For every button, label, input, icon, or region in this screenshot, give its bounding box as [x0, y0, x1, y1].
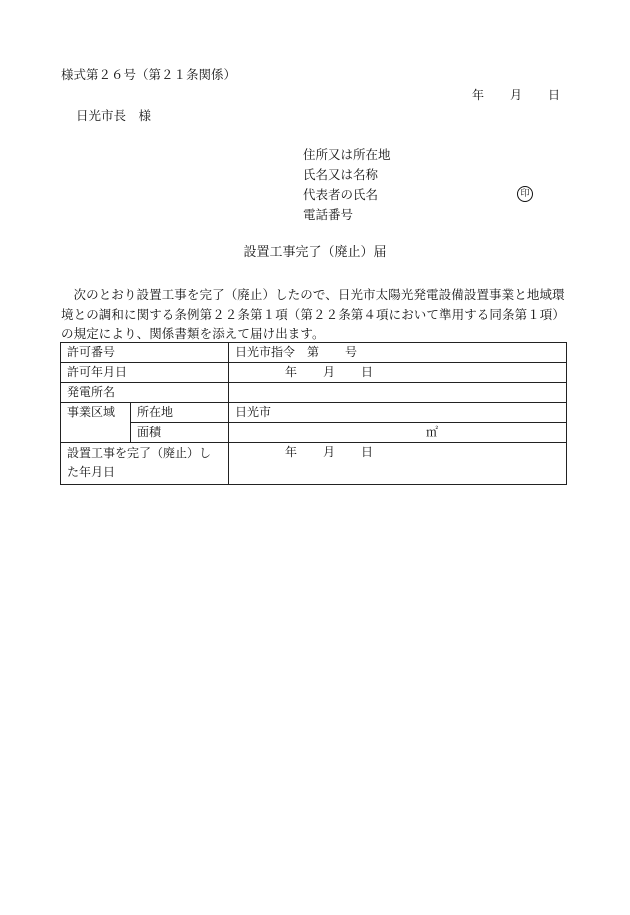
- permit-number-go: 号: [345, 345, 358, 360]
- size-value: [229, 423, 567, 443]
- permit-date-day: 日: [361, 365, 374, 380]
- date-day: 日: [548, 88, 561, 102]
- info-table: [60, 342, 567, 485]
- area-label: 事業区域: [61, 403, 131, 443]
- area-size-row: [61, 423, 567, 443]
- permit-date-value: [229, 363, 567, 383]
- completion-date-row: [61, 443, 567, 485]
- permit-number-dai: 第: [307, 345, 320, 360]
- location-value: 日光市: [229, 403, 567, 423]
- completion-date-month: 月: [323, 445, 336, 459]
- permit-date-row: [61, 363, 567, 383]
- seal-mark: 印: [517, 186, 533, 202]
- size-label: 面積: [131, 423, 229, 443]
- date-month: 月: [510, 88, 523, 102]
- document-title: 設置工事完了（廃止）届: [243, 245, 387, 260]
- applicant-phone-label: 電話番号: [303, 207, 354, 222]
- addressee: 日光市長 様: [76, 108, 152, 123]
- applicant-address-label: 住所又は所在地: [303, 147, 391, 162]
- permit-number-row: [61, 343, 567, 363]
- date-year: 年: [472, 88, 485, 102]
- plant-name-row: [61, 383, 567, 403]
- permit-date-year: 年: [285, 365, 298, 380]
- size-unit: ㎡: [426, 425, 439, 440]
- location-label: 所在地: [131, 403, 229, 423]
- completion-date-value: [229, 443, 567, 485]
- plant-name-label: 発電所名: [61, 383, 229, 403]
- body-paragraph: 次のとおり設置工事を完了（廃止）したので、日光市太陽光発電設備設置事業と地域環境との調和に関する条例第２２条第１項（第２２条第４項において準用する同条第１項）の規定により、関係書類を添えて届け出ます。: [61, 287, 566, 341]
- completion-date-label: 設置工事を完了（廃止）した年月日: [61, 443, 229, 485]
- permit-number-prefix: 日光市指令: [235, 345, 296, 360]
- permit-number-value: [229, 343, 567, 363]
- permit-number-label: 許可番号: [61, 343, 229, 363]
- submission-date: [472, 87, 560, 103]
- applicant-representative-label: 代表者の氏名: [303, 187, 379, 202]
- applicant-name-label: 氏名又は名称: [303, 167, 379, 182]
- form-number: 様式第２６号（第２１条関係）: [61, 67, 237, 82]
- plant-name-value: [229, 383, 567, 403]
- completion-date-day: 日: [361, 445, 374, 459]
- area-location-row: [61, 403, 567, 423]
- permit-date-label: 許可年月日: [61, 363, 229, 383]
- completion-date-year: 年: [285, 445, 298, 459]
- permit-date-month: 月: [323, 365, 336, 380]
